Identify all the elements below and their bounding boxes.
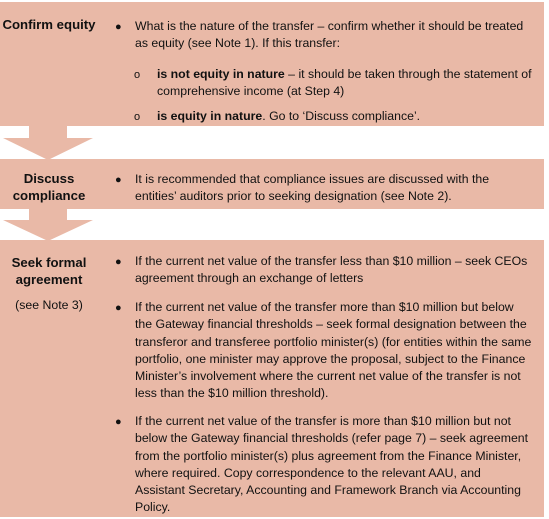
seek-bullet-3: If the current net value of the transfer is more than $10 million but not below the Gateway financial thresholds (refer page 7) – seek agreement from the portfolio minister(s) plus agreement from the Finance Minister, where required. Copy correspondence to the relevant AAU, and Assistant Secretary, Accounting and Framework Branch via Accounting Policy. — [135, 414, 529, 515]
seek-bullet-1: If the current net value of the transfer less than $10 million – seek CEOs agreement through an exchange of letters — [135, 254, 528, 286]
bullet-icon: ● — [115, 416, 122, 428]
down-arrow-icon — [3, 126, 93, 160]
bullet-icon: ● — [115, 302, 122, 314]
bullet-icon: ● — [115, 256, 122, 268]
down-arrow-icon — [3, 209, 93, 241]
bullet-icon: ● — [115, 21, 122, 33]
seek-agreement-label: Seek formal agreement — [11, 255, 87, 287]
seek-agreement-panel — [0, 240, 544, 517]
seek-bullet-2: If the current net value of the transfer more than $10 million but below the Gateway financial thresholds – seek formal designation between the transferor and transferee portfolio minister(s) (for entities within the same portfolio, one minister may approve the proposal, subject to the Finance Minister’s involvement where the current net value of the transfer is not less than the $10 million threshold). — [135, 300, 532, 401]
confirm-equity-text: What is the nature of the transfer – confirm whether it should be treated as equity (see Note 1). If this transfer: — [135, 19, 524, 51]
discuss-compliance-label: Discuss compliance — [12, 171, 86, 203]
confirm-equity-panel — [0, 2, 544, 126]
confirm-equity-label: Confirm equity — [2, 17, 96, 32]
bullet-icon: ● — [115, 174, 122, 186]
note-reference: (see Note 3) — [15, 298, 83, 312]
sub-item-is-equity: is equity in nature. Go to ‘Discuss compliance’. — [157, 109, 421, 123]
discuss-compliance-text: It is recommended that compliance issues are discussed with the entities’ auditors prior to seeking designation (see Note 2). — [135, 172, 490, 204]
discuss-compliance-panel — [0, 159, 544, 209]
hollow-bullet-icon: o — [134, 69, 141, 81]
hollow-bullet-icon: o — [134, 111, 141, 123]
sub-item-not-equity: is not equity in nature – it should be taken through the statement of comprehensive income (at Step 4) — [157, 67, 532, 99]
